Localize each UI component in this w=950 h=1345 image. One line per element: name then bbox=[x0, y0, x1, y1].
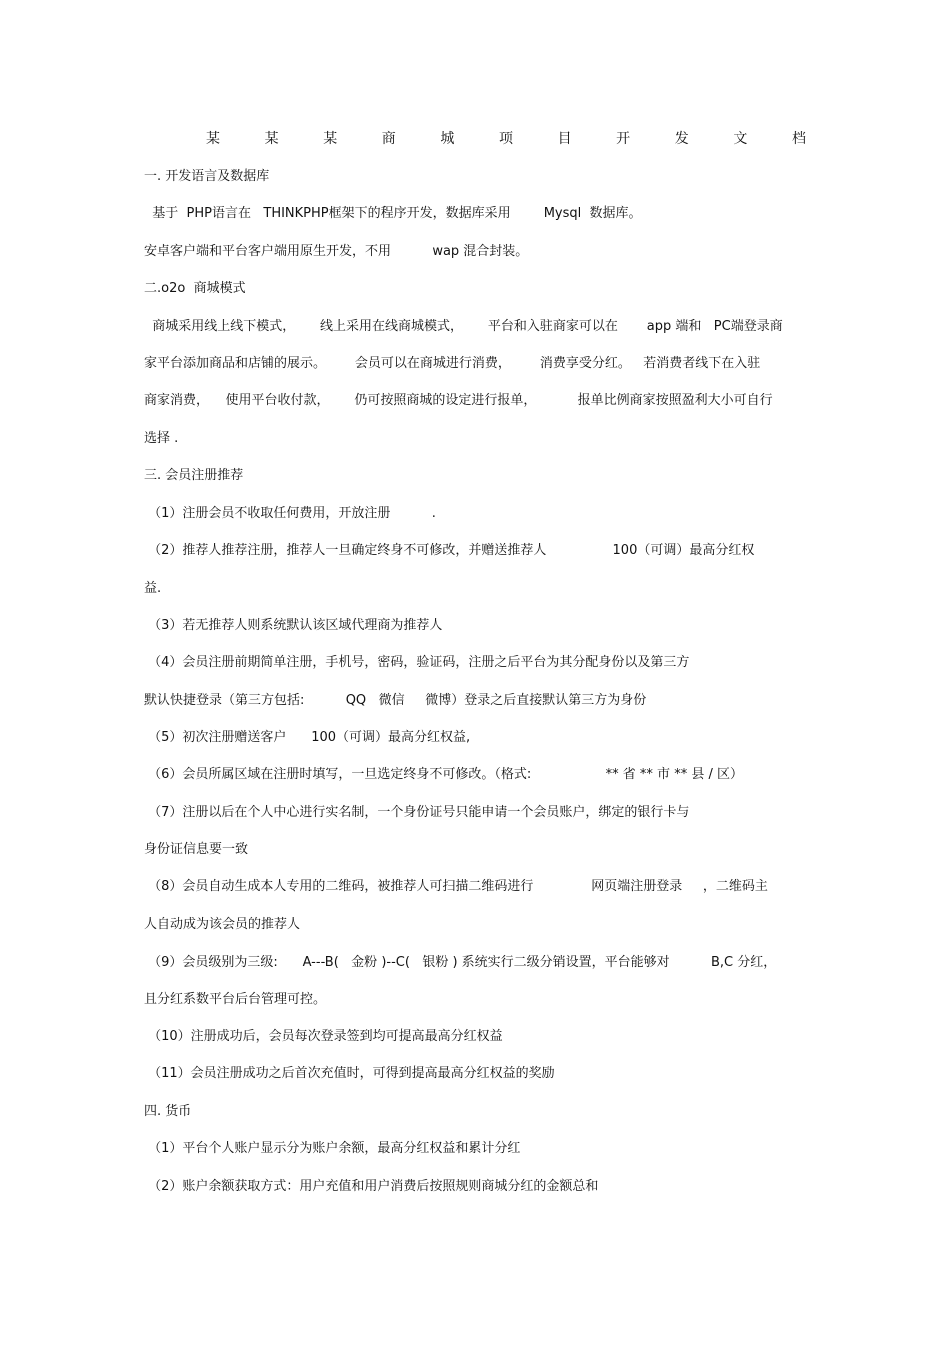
section-heading: 二.o2o 商城模式 bbox=[144, 281, 246, 296]
list-item-continuation: 益. bbox=[144, 581, 162, 596]
list-item: （2）账户余额获取方式：用户充值和用户消费后按照规则商城分红的金额总和 bbox=[144, 1179, 599, 1194]
title-char: 目 bbox=[557, 131, 572, 147]
list-item: （2）推荐人推荐注册，推荐人一旦确定终身不可修改，并赠送推荐人 100（可调）最高分红权 bbox=[144, 543, 755, 558]
title-char: 商 bbox=[381, 131, 396, 147]
title-char: 项 bbox=[498, 131, 513, 147]
list-item-continuation: 且分红系数平台后台管理可控。 bbox=[144, 992, 327, 1007]
title-char: 某 bbox=[206, 131, 220, 147]
paragraph-line: 基于 PHP语言在 THINKPHP框架下的程序开发，数据库采用 Mysql 数据库。 bbox=[144, 206, 642, 221]
title-char: 某 bbox=[264, 131, 279, 147]
title-char: 发 bbox=[674, 131, 689, 147]
paragraph-line: 选择 . bbox=[144, 431, 179, 446]
paragraph-line: 安卓客户端和平台客户端用原生开发，不用 wap 混合封装。 bbox=[144, 244, 529, 259]
paragraph-line: 商家消费， 使用平台收付款， 仍可按照商城的设定进行报单， 报单比例商家按照盈利大小可自行 bbox=[144, 393, 773, 408]
list-item: （5）初次注册赠送客户 100（可调）最高分红权益, bbox=[144, 730, 471, 745]
list-item: （3）若无推荐人则系统默认该区域代理商为推荐人 bbox=[144, 618, 443, 633]
paragraph-line: 商城采用线上线下模式， 线上采用在线商城模式， 平台和入驻商家可以在 app 端和 PC端登录商 bbox=[144, 319, 783, 334]
list-item: （10）注册成功后，会员每次登录签到均可提高最高分红权益 bbox=[144, 1029, 503, 1044]
section-heading: 一. 开发语言及数据库 bbox=[144, 169, 270, 184]
section-heading: 四. 货币 bbox=[144, 1104, 192, 1119]
list-item: （7）注册以后在个人中心进行实名制，一个身份证号只能申请一个会员账户，绑定的银行卡与 bbox=[144, 805, 690, 820]
list-item: （11）会员注册成功之后首次充值时，可得到提高最高分红权益的奖励 bbox=[144, 1066, 555, 1081]
list-item-continuation: 人自动成为该会员的推荐人 bbox=[144, 917, 301, 932]
paragraph-line: 家平台添加商品和店铺的展示。 会员可以在商城进行消费， 消费享受分红。 若消费者线下在入驻 bbox=[144, 356, 761, 371]
list-item: （1）平台个人账户显示分为账户余额，最高分红权益和累计分红 bbox=[144, 1141, 521, 1156]
list-item-continuation: 默认快捷登录（第三方包括: QQ 微信 微博）登录之后直接默认第三方为身份 bbox=[144, 693, 647, 708]
title-char: 档 bbox=[791, 131, 806, 147]
list-item: （8）会员自动生成本人专用的二维码，被推荐人可扫描二维码进行 网页端注册登录 ，二维码主 bbox=[144, 879, 768, 894]
document-title bbox=[206, 128, 806, 148]
list-item: （6）会员所属区域在注册时填写，一旦选定终身不可修改。（格式: ** 省 ** 市 ** 县 / 区） bbox=[144, 767, 743, 782]
list-item: （9）会员级别为三级: A---B( 金粉 )--C( 银粉 ) 系统实行二级分销设置，平台能够对 B,C 分红， bbox=[144, 955, 777, 970]
list-item: （4）会员注册前期简单注册，手机号，密码，验证码，注册之后平台为其分配身份以及第三方 bbox=[144, 655, 690, 670]
title-char: 文 bbox=[733, 131, 748, 147]
section-heading: 三. 会员注册推荐 bbox=[144, 468, 244, 483]
title-char: 开 bbox=[616, 131, 631, 147]
title-char: 某 bbox=[323, 131, 338, 147]
title-char: 城 bbox=[440, 131, 455, 147]
list-item: （1）注册会员不收取任何费用，开放注册 . bbox=[144, 506, 436, 521]
list-item-continuation: 身份证信息要一致 bbox=[144, 842, 249, 857]
